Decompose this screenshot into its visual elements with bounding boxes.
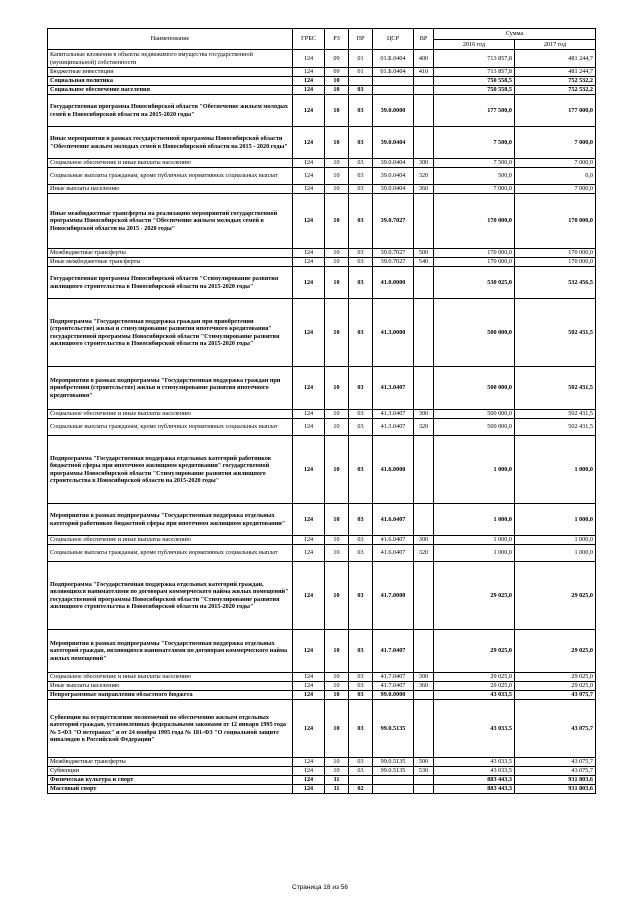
- row-vr: 400: [414, 50, 434, 68]
- row-rz: 10: [325, 410, 349, 419]
- row-vr: 300: [414, 410, 434, 419]
- row-rz: 10: [325, 249, 349, 258]
- row-grbs: 124: [293, 86, 325, 95]
- row-vr: 540: [414, 258, 434, 267]
- table-row: [48, 436, 596, 504]
- row-pr: 03: [349, 159, 373, 168]
- row-rz: 09: [325, 68, 349, 77]
- row-csr: 39.0.7027: [373, 249, 414, 258]
- row-rz: 09: [325, 50, 349, 68]
- row-grbs: 124: [293, 258, 325, 267]
- row-sum-2016: 530 025,0: [434, 267, 515, 299]
- row-pr: 03: [349, 504, 373, 536]
- table-row: [48, 630, 596, 673]
- row-rz: 10: [325, 194, 349, 249]
- table-row: [48, 545, 596, 562]
- row-name: Государственная программа Новосибирской области "Стимулирование развития жилищного строительства в Новосибирской области на 2015-2020 годы": [48, 267, 293, 299]
- row-name: Субвенции на осуществление полномочий по обеспечению жильем отдельных категорий граждан, установленных федеральными законами от 12 января 1995 года № 5-ФЗ "О ветеранах" и от 24 ноября 1995 года № 181-ФЗ "О социальной защите инвалидов в Российской Федерации": [48, 700, 293, 758]
- row-vr: [414, 127, 434, 159]
- row-sum-2017: 502 431,5: [515, 410, 596, 419]
- row-grbs: 124: [293, 562, 325, 630]
- row-rz: 11: [325, 785, 349, 794]
- row-sum-2017: 7 000,0: [515, 159, 596, 168]
- row-vr: [414, 86, 434, 95]
- row-sum-2017: 0,0: [515, 168, 596, 185]
- row-grbs: 124: [293, 630, 325, 673]
- row-pr: 03: [349, 267, 373, 299]
- table-row: [48, 682, 596, 691]
- row-sum-2017: 502 431,5: [515, 299, 596, 367]
- table-row: [48, 700, 596, 758]
- table-row: [48, 194, 596, 249]
- row-sum-2016: 500 000,0: [434, 299, 515, 367]
- row-csr: 41.7.0407: [373, 682, 414, 691]
- table-row: [48, 785, 596, 794]
- row-vr: [414, 776, 434, 785]
- row-sum-2017: 752 532,2: [515, 77, 596, 86]
- row-rz: 10: [325, 258, 349, 267]
- table-row: [48, 767, 596, 776]
- col-header-grbs: ГРБС: [293, 29, 325, 50]
- row-sum-2017: 43 075,7: [515, 767, 596, 776]
- row-name: Социальное обеспечение и иные выплаты населению: [48, 159, 293, 168]
- row-name: Социальные выплаты гражданам, кроме публичных нормативных социальных выплат: [48, 168, 293, 185]
- row-vr: [414, 785, 434, 794]
- col-header-2017: 2017 год: [515, 40, 596, 50]
- row-vr: 320: [414, 419, 434, 436]
- row-pr: 03: [349, 299, 373, 367]
- row-vr: 300: [414, 673, 434, 682]
- row-csr: 41.6.0407: [373, 536, 414, 545]
- row-sum-2016: 500,0: [434, 168, 515, 185]
- row-csr: 01.Б.0404: [373, 68, 414, 77]
- row-sum-2017: 1 000,0: [515, 504, 596, 536]
- row-rz: 11: [325, 776, 349, 785]
- row-grbs: 124: [293, 168, 325, 185]
- row-name: Социальные выплаты гражданам, кроме публичных нормативных социальных выплат: [48, 545, 293, 562]
- row-name: Подпрограмма "Государственная поддержка отдельных категорий граждан, являющихся нанимателями по договорам коммерческого найма жилых помещений" государственной программы Новосибирской области "Стимулирование развития жилищного строительства в Новосибирской области на 2015-2020 годы": [48, 562, 293, 630]
- table-row: [48, 267, 596, 299]
- row-vr: 410: [414, 68, 434, 77]
- row-rz: 10: [325, 767, 349, 776]
- row-vr: 300: [414, 159, 434, 168]
- row-rz: 10: [325, 77, 349, 86]
- row-csr: [373, 77, 414, 86]
- row-name: Иные выплаты населению: [48, 185, 293, 194]
- row-name: Мероприятия в рамках подпрограммы "Государственная поддержка отдельных категорий работников бюджетной сферы при ипотечном жилищном кредитовании": [48, 504, 293, 536]
- row-csr: 41.0.0000: [373, 267, 414, 299]
- row-rz: 10: [325, 267, 349, 299]
- row-vr: [414, 436, 434, 504]
- row-sum-2017: 502 431,5: [515, 367, 596, 410]
- row-csr: 99.0.0000: [373, 691, 414, 700]
- row-grbs: 124: [293, 159, 325, 168]
- row-pr: 03: [349, 700, 373, 758]
- row-grbs: 124: [293, 249, 325, 258]
- row-csr: 41.3.0407: [373, 410, 414, 419]
- row-pr: 03: [349, 545, 373, 562]
- row-sum-2016: 7 500,0: [434, 127, 515, 159]
- row-sum-2016: 29 025,0: [434, 630, 515, 673]
- row-pr: 03: [349, 86, 373, 95]
- row-rz: 10: [325, 630, 349, 673]
- row-rz: 10: [325, 562, 349, 630]
- row-pr: 03: [349, 249, 373, 258]
- row-vr: 530: [414, 767, 434, 776]
- row-csr: 39.0.0404: [373, 168, 414, 185]
- table-row: [48, 691, 596, 700]
- row-pr: 01: [349, 68, 373, 77]
- row-pr: 02: [349, 785, 373, 794]
- table-row: [48, 127, 596, 159]
- row-sum-2016: 7 500,0: [434, 159, 515, 168]
- row-csr: 39.0.0404: [373, 159, 414, 168]
- row-grbs: 124: [293, 95, 325, 127]
- row-sum-2017: 177 000,0: [515, 95, 596, 127]
- row-grbs: 124: [293, 673, 325, 682]
- page-number: Страница 18 из 56: [292, 884, 348, 891]
- row-name: Межбюджетные трансферты: [48, 249, 293, 258]
- row-sum-2017: 29 025,0: [515, 682, 596, 691]
- row-sum-2017: 532 456,5: [515, 267, 596, 299]
- row-sum-2016: 713 857,8: [434, 68, 515, 77]
- col-header-pr: ПР: [349, 29, 373, 50]
- col-header-2016: 2016 год: [434, 40, 515, 50]
- col-header-name: Наименование: [48, 29, 293, 50]
- row-csr: 99.0.5135: [373, 767, 414, 776]
- row-pr: [349, 77, 373, 86]
- row-rz: 10: [325, 682, 349, 691]
- table-row: [48, 504, 596, 536]
- row-grbs: 124: [293, 545, 325, 562]
- row-name: Мероприятия в рамках подпрограммы "Государственная поддержка отдельных категорий граждан, являющихся нанимателями по договорам коммерческого найма жилых помещений": [48, 630, 293, 673]
- row-grbs: 124: [293, 267, 325, 299]
- row-rz: 10: [325, 127, 349, 159]
- row-vr: [414, 504, 434, 536]
- row-pr: 03: [349, 436, 373, 504]
- row-sum-2017: 170 000,0: [515, 249, 596, 258]
- row-name: Бюджетные инвестиции: [48, 68, 293, 77]
- row-pr: 03: [349, 767, 373, 776]
- row-sum-2017: 29 025,0: [515, 673, 596, 682]
- row-pr: 03: [349, 691, 373, 700]
- row-name: Физическая культура и спорт: [48, 776, 293, 785]
- row-pr: 03: [349, 630, 373, 673]
- row-rz: 10: [325, 673, 349, 682]
- row-csr: 39.0.0000: [373, 95, 414, 127]
- row-pr: 03: [349, 562, 373, 630]
- row-sum-2016: 1 000,0: [434, 504, 515, 536]
- table-row: [48, 299, 596, 367]
- row-pr: [349, 776, 373, 785]
- row-sum-2016: 500 000,0: [434, 410, 515, 419]
- row-pr: 03: [349, 673, 373, 682]
- table-row: [48, 185, 596, 194]
- row-sum-2016: 713 857,8: [434, 50, 515, 68]
- row-sum-2016: 750 558,5: [434, 77, 515, 86]
- row-sum-2017: 1 000,0: [515, 545, 596, 562]
- row-name: Массовый спорт: [48, 785, 293, 794]
- row-vr: 360: [414, 682, 434, 691]
- row-rz: 10: [325, 545, 349, 562]
- row-grbs: 124: [293, 767, 325, 776]
- row-csr: 39.0.7027: [373, 258, 414, 267]
- row-grbs: 124: [293, 700, 325, 758]
- row-vr: [414, 267, 434, 299]
- row-csr: [373, 86, 414, 95]
- row-name: Социальное обеспечение и иные выплаты населению: [48, 673, 293, 682]
- row-name: Подпрограмма "Государственная поддержка отдельных категорий работников бюджетной сферы при ипотечном жилищном кредитовании" государственной программы Новосибирской области "Стимулирование развития жилищного строительства в Новосибирской области на 2015-2020 годы": [48, 436, 293, 504]
- row-csr: 01.Б.0404: [373, 50, 414, 68]
- table-row: [48, 536, 596, 545]
- row-vr: [414, 691, 434, 700]
- row-name: Иные выплаты населению: [48, 682, 293, 691]
- row-rz: 10: [325, 299, 349, 367]
- row-sum-2017: 43 075,7: [515, 700, 596, 758]
- row-rz: 10: [325, 95, 349, 127]
- row-pr: 01: [349, 50, 373, 68]
- row-grbs: 124: [293, 50, 325, 68]
- row-vr: [414, 299, 434, 367]
- row-vr: [414, 700, 434, 758]
- row-csr: 99.0.5135: [373, 700, 414, 758]
- row-sum-2017: 481 244,7: [515, 68, 596, 77]
- row-pr: 03: [349, 419, 373, 436]
- row-csr: 41.6.0407: [373, 545, 414, 562]
- row-grbs: 124: [293, 410, 325, 419]
- row-name: Социальное обеспечение и иные выплаты населению: [48, 410, 293, 419]
- row-vr: [414, 194, 434, 249]
- col-header-sum: Сумма: [434, 29, 596, 40]
- row-pr: 03: [349, 168, 373, 185]
- row-sum-2017: 931 803,6: [515, 776, 596, 785]
- row-sum-2016: 29 025,0: [434, 682, 515, 691]
- row-csr: 41.6.0000: [373, 436, 414, 504]
- row-sum-2016: 170 000,0: [434, 194, 515, 249]
- row-pr: 03: [349, 194, 373, 249]
- row-csr: [373, 785, 414, 794]
- table-row: [48, 758, 596, 767]
- row-name: Государственная программа Новосибирской области "Обеспечение жильем молодых семей в Новосибирской области на 2015-2020 годы": [48, 95, 293, 127]
- row-rz: 10: [325, 504, 349, 536]
- row-sum-2017: 481 244,7: [515, 50, 596, 68]
- row-sum-2016: 43 033,5: [434, 691, 515, 700]
- row-sum-2016: 883 443,3: [434, 776, 515, 785]
- row-pr: 03: [349, 127, 373, 159]
- row-sum-2016: 43 033,5: [434, 758, 515, 767]
- table-row: [48, 673, 596, 682]
- row-grbs: 124: [293, 504, 325, 536]
- row-csr: 41.7.0000: [373, 562, 414, 630]
- row-sum-2017: 43 075,7: [515, 691, 596, 700]
- row-csr: 41.3.0407: [373, 419, 414, 436]
- table-row: [48, 249, 596, 258]
- row-name: Мероприятия в рамках подпрограммы "Государственная поддержка граждан при приобретении (строительстве) жилья и стимулирование развития ипотечного кредитования": [48, 367, 293, 410]
- row-sum-2016: 43 033,5: [434, 767, 515, 776]
- row-vr: 320: [414, 545, 434, 562]
- row-grbs: 124: [293, 785, 325, 794]
- row-rz: 10: [325, 168, 349, 185]
- table-row: [48, 68, 596, 77]
- row-vr: [414, 562, 434, 630]
- row-name: Подпрограмма "Государственная поддержка граждан при приобретении (строительстве) жилья и стимулирование развития ипотечного кредитования" государственной программы Новосибирской области "Стимулирование развития жилищного строительства в Новосибирской области на 2015-2020 годы": [48, 299, 293, 367]
- row-rz: 10: [325, 436, 349, 504]
- row-grbs: 124: [293, 436, 325, 504]
- row-name: Иные мероприятия в рамках государственной программы Новосибирской области "Обеспечение жильем молодых семей в Новосибирской области на 2015 - 2020 годы": [48, 127, 293, 159]
- row-grbs: 124: [293, 77, 325, 86]
- row-vr: 360: [414, 185, 434, 194]
- row-vr: 320: [414, 168, 434, 185]
- row-pr: 03: [349, 682, 373, 691]
- row-rz: 10: [325, 691, 349, 700]
- row-name: Межбюджетные трансферты: [48, 758, 293, 767]
- row-vr: 500: [414, 249, 434, 258]
- row-name: Иные межбюджетные трансферты: [48, 258, 293, 267]
- row-sum-2017: 29 025,0: [515, 630, 596, 673]
- row-vr: 500: [414, 758, 434, 767]
- row-sum-2016: 177 500,0: [434, 95, 515, 127]
- row-name: Социальное обеспечение и иные выплаты населению: [48, 536, 293, 545]
- row-grbs: 124: [293, 185, 325, 194]
- row-name: Социальная политика: [48, 77, 293, 86]
- table-row: [48, 159, 596, 168]
- table-row: [48, 258, 596, 267]
- table-row: [48, 95, 596, 127]
- row-sum-2016: 170 000,0: [434, 258, 515, 267]
- budget-table-sheet: [47, 28, 595, 794]
- row-csr: 39.0.0404: [373, 127, 414, 159]
- row-csr: 41.7.0407: [373, 630, 414, 673]
- row-rz: 10: [325, 159, 349, 168]
- row-sum-2016: 43 033,5: [434, 700, 515, 758]
- row-csr: 39.0.7027: [373, 194, 414, 249]
- row-name: Непрограммные направления областного бюджета: [48, 691, 293, 700]
- row-sum-2017: 1 000,0: [515, 436, 596, 504]
- row-vr: [414, 367, 434, 410]
- row-name: Капитальные вложения в объекты недвижимого имущества государственной (муниципальной) собственности: [48, 50, 293, 68]
- row-pr: 03: [349, 185, 373, 194]
- table-row: [48, 367, 596, 410]
- row-csr: 99.0.5135: [373, 758, 414, 767]
- row-grbs: 124: [293, 682, 325, 691]
- row-grbs: 124: [293, 419, 325, 436]
- row-pr: 03: [349, 95, 373, 127]
- row-csr: 41.3.0000: [373, 299, 414, 367]
- row-sum-2016: 29 025,0: [434, 562, 515, 630]
- row-pr: 03: [349, 258, 373, 267]
- row-sum-2017: 7 000,0: [515, 127, 596, 159]
- row-grbs: 124: [293, 367, 325, 410]
- row-rz: 10: [325, 419, 349, 436]
- budget-table: [47, 28, 596, 794]
- row-name: Иные межбюджетные трансферты на реализацию мероприятий государственной программы Новосибирской области "Обеспечение жильем молодых семей в Новосибирской области на 2015 - 2020 годы": [48, 194, 293, 249]
- row-vr: [414, 77, 434, 86]
- row-csr: [373, 776, 414, 785]
- row-grbs: 124: [293, 536, 325, 545]
- row-sum-2016: 1 000,0: [434, 536, 515, 545]
- row-sum-2017: 170 000,0: [515, 258, 596, 267]
- row-name: Социальные выплаты гражданам, кроме публичных нормативных социальных выплат: [48, 419, 293, 436]
- row-pr: 03: [349, 367, 373, 410]
- row-sum-2016: 170 000,0: [434, 249, 515, 258]
- table-row: [48, 410, 596, 419]
- row-grbs: 124: [293, 776, 325, 785]
- table-row: [48, 86, 596, 95]
- row-rz: 10: [325, 185, 349, 194]
- row-sum-2017: 931 803,6: [515, 785, 596, 794]
- row-sum-2016: 1 000,0: [434, 436, 515, 504]
- row-rz: 10: [325, 700, 349, 758]
- row-name: Субвенции: [48, 767, 293, 776]
- row-sum-2016: 883 443,3: [434, 785, 515, 794]
- row-sum-2016: 7 000,0: [434, 185, 515, 194]
- row-sum-2017: 752 532,2: [515, 86, 596, 95]
- row-rz: 10: [325, 367, 349, 410]
- table-row: [48, 168, 596, 185]
- col-header-rz: РЗ: [325, 29, 349, 50]
- row-pr: 03: [349, 536, 373, 545]
- row-grbs: 124: [293, 194, 325, 249]
- row-sum-2016: 500 000,0: [434, 367, 515, 410]
- row-rz: 10: [325, 86, 349, 95]
- row-grbs: 124: [293, 758, 325, 767]
- table-row: [48, 50, 596, 68]
- row-grbs: 124: [293, 299, 325, 367]
- row-sum-2017: 7 000,0: [515, 185, 596, 194]
- row-grbs: 124: [293, 68, 325, 77]
- row-rz: 10: [325, 536, 349, 545]
- table-row: [48, 77, 596, 86]
- table-row: [48, 562, 596, 630]
- col-header-vr: ВР: [414, 29, 434, 50]
- row-sum-2017: 1 000,0: [515, 536, 596, 545]
- row-pr: 03: [349, 410, 373, 419]
- row-grbs: 124: [293, 127, 325, 159]
- row-sum-2016: 1 000,0: [434, 545, 515, 562]
- row-sum-2016: 29 025,0: [434, 673, 515, 682]
- row-sum-2017: 29 025,0: [515, 562, 596, 630]
- row-vr: 300: [414, 536, 434, 545]
- row-rz: 10: [325, 758, 349, 767]
- table-row: [48, 776, 596, 785]
- table-row: [48, 419, 596, 436]
- row-csr: 41.3.0407: [373, 367, 414, 410]
- row-vr: [414, 95, 434, 127]
- row-sum-2016: 500 000,0: [434, 419, 515, 436]
- row-sum-2017: 43 075,7: [515, 758, 596, 767]
- row-csr: 39.0.0404: [373, 185, 414, 194]
- row-csr: 41.6.0407: [373, 504, 414, 536]
- row-name: Социальное обеспечение населения: [48, 86, 293, 95]
- col-header-csr: ЦСР: [373, 29, 414, 50]
- row-csr: 41.7.0407: [373, 673, 414, 682]
- row-vr: [414, 630, 434, 673]
- row-grbs: 124: [293, 691, 325, 700]
- row-pr: 03: [349, 758, 373, 767]
- row-sum-2017: 170 000,0: [515, 194, 596, 249]
- row-sum-2017: 502 431,5: [515, 419, 596, 436]
- row-sum-2016: 750 558,5: [434, 86, 515, 95]
